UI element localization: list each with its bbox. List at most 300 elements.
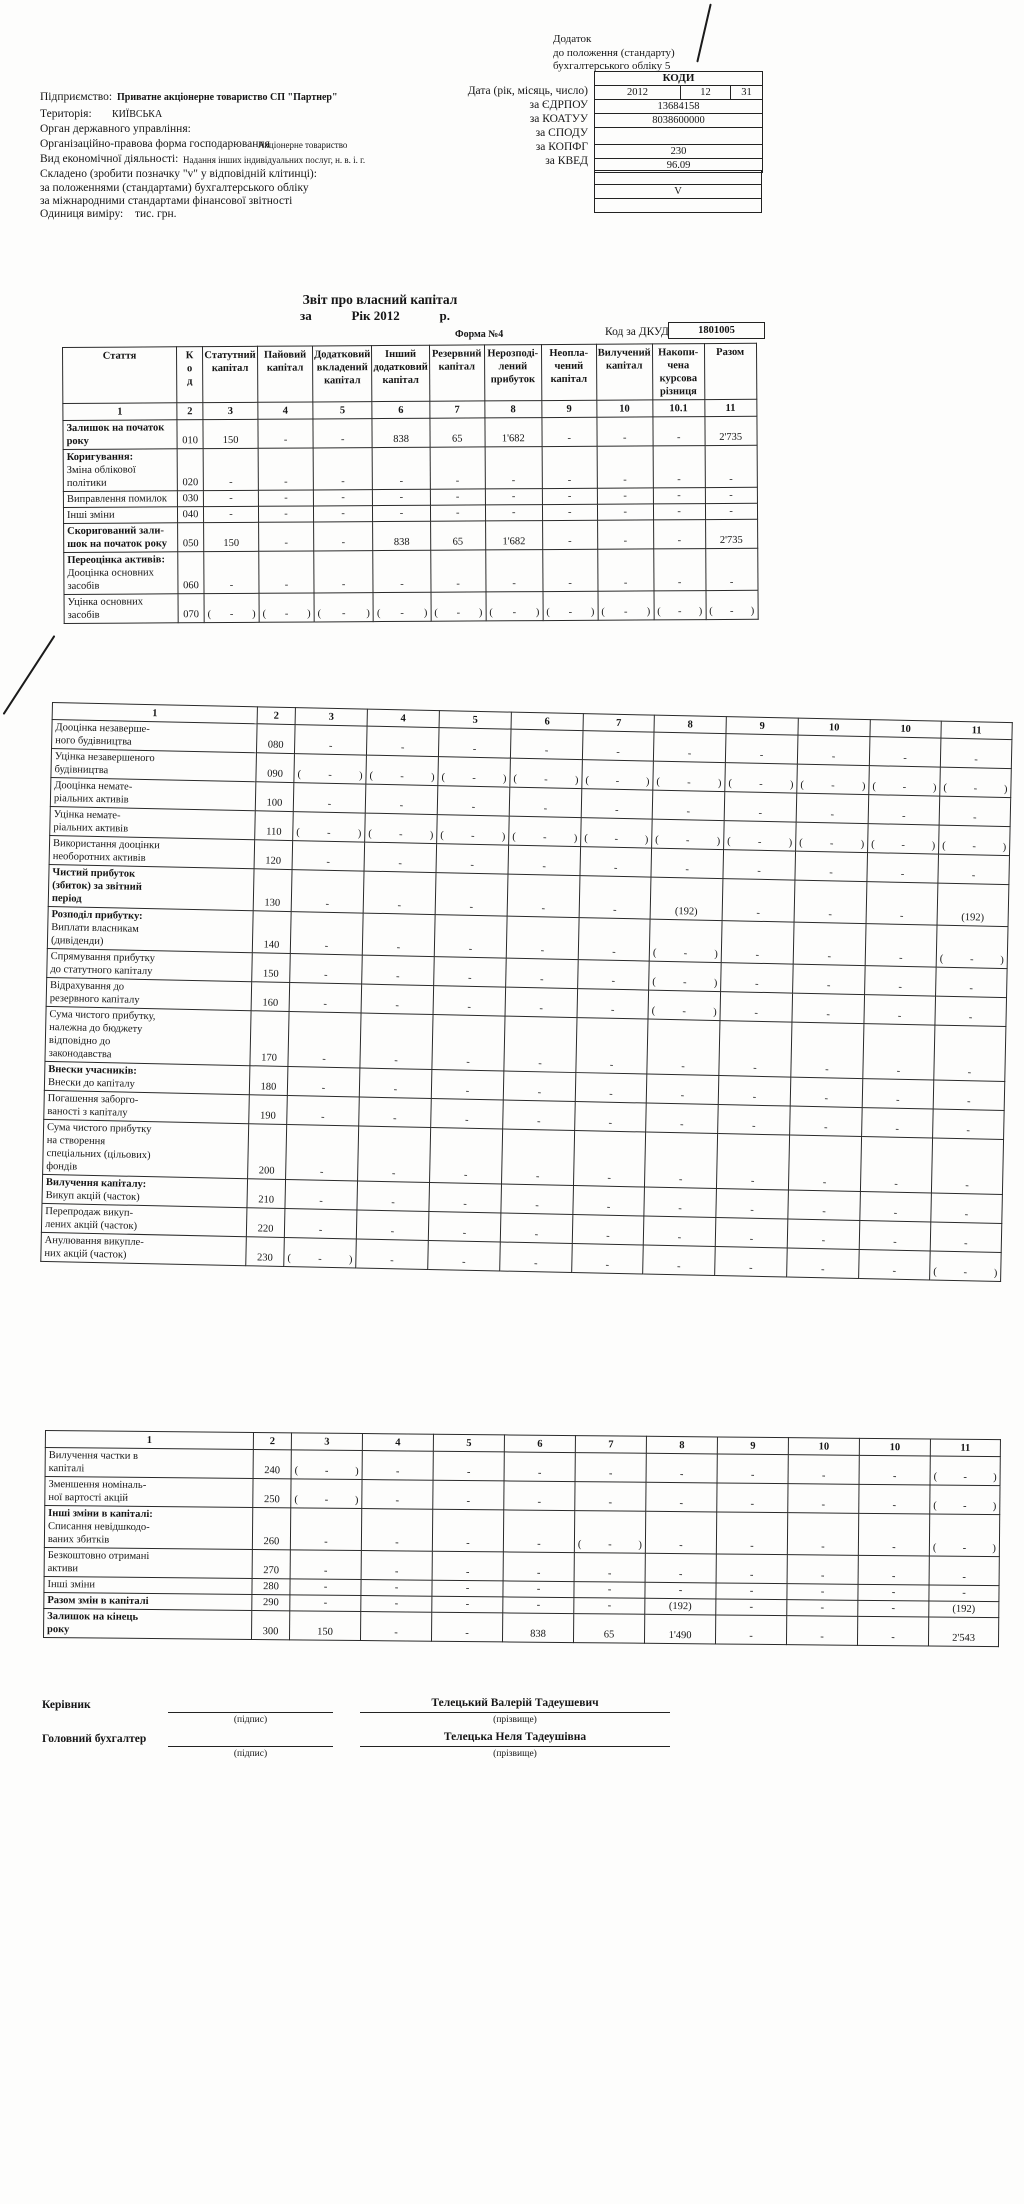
- kopfg-label: за КОПФГ: [535, 141, 588, 153]
- value-cell: ( - ): [486, 592, 543, 621]
- value-cell: -: [796, 793, 869, 824]
- value-cell: -: [576, 1018, 648, 1074]
- financial-table: [40, 702, 1013, 1282]
- value-cell: -: [287, 1067, 360, 1098]
- value-cell: -: [938, 854, 1010, 884]
- value-cell: -: [864, 995, 936, 1025]
- value-cell: -: [575, 1073, 647, 1103]
- head-role-label: Керівник: [42, 1699, 91, 1711]
- value-cell: 1'682: [485, 521, 542, 550]
- value-cell: -: [430, 447, 485, 489]
- code-cell: 030: [177, 491, 203, 507]
- value-cell: -: [939, 796, 1011, 826]
- article-cell: Вилучення капіталу: Викуп акцій (часток): [42, 1174, 248, 1207]
- code-date-day: 31: [731, 86, 763, 100]
- value-cell: ( - ): [724, 821, 797, 852]
- value-cell: -: [787, 1555, 858, 1585]
- code-cell: 300: [251, 1610, 289, 1639]
- value-cell: 65: [430, 521, 485, 550]
- head-sign-caption: (підпис): [233, 1715, 268, 1725]
- value-cell: ( - ): [929, 1514, 999, 1557]
- value-cell: -: [646, 1453, 717, 1483]
- accountant-name: Телецька Неля Тадеушівна: [443, 1731, 587, 1743]
- value-cell: -: [792, 993, 865, 1024]
- value-cell: -: [503, 1552, 574, 1582]
- value-cell: -: [434, 915, 507, 958]
- value-cell: -: [597, 549, 653, 591]
- code-cell: 080: [256, 724, 295, 754]
- value-cell: ( - ): [543, 591, 598, 620]
- code-cell: 220: [246, 1208, 285, 1238]
- code-date-year: 2012: [595, 86, 681, 100]
- value-cell: -: [364, 842, 437, 873]
- code-cell: 150: [252, 953, 291, 983]
- value-cell: -: [653, 520, 705, 549]
- value-cell: -: [503, 1581, 574, 1598]
- value-cell: 150: [203, 419, 258, 448]
- value-cell: ( - ): [314, 593, 373, 622]
- value-cell: -: [293, 783, 366, 814]
- column-number: 10: [798, 718, 870, 737]
- value-cell: 838: [372, 418, 430, 447]
- value-cell: -: [506, 958, 579, 989]
- value-cell: ( - ): [291, 1479, 362, 1509]
- value-cell: -: [314, 522, 373, 551]
- value-cell: ( - ): [797, 764, 870, 795]
- value-cell: ( - ): [648, 990, 721, 1021]
- value-cell: -: [653, 504, 705, 520]
- value-cell: -: [362, 913, 435, 956]
- article-cell: Безкоштовно отримані активи: [44, 1547, 252, 1578]
- value-cell: ( - ): [649, 919, 722, 962]
- value-cell: -: [859, 1250, 931, 1280]
- value-cell: -: [575, 1102, 647, 1132]
- appendix-line-2: до положення (стандарту): [553, 46, 675, 59]
- value-cell: -: [716, 1583, 787, 1600]
- value-cell: -: [359, 1068, 432, 1099]
- code-cell: 070: [178, 594, 204, 623]
- value-cell: -: [506, 916, 579, 959]
- article-cell: Інші зміни: [44, 1576, 252, 1594]
- column-number: 11: [941, 721, 1012, 739]
- code-koatuu: 8038600000: [595, 114, 763, 128]
- value-cell: -: [285, 1179, 358, 1210]
- value-cell: -: [787, 1600, 858, 1617]
- column-number: 10: [597, 400, 653, 417]
- value-cell: -: [719, 1021, 792, 1077]
- value-cell: -: [433, 1451, 504, 1481]
- value-cell: -: [721, 921, 794, 964]
- value-cell: -: [929, 1585, 999, 1602]
- value-cell: -: [934, 1025, 1006, 1081]
- code-cell: 230: [246, 1237, 285, 1267]
- value-cell: -: [363, 871, 436, 914]
- value-cell: ( - ): [936, 925, 1008, 968]
- value-cell: -: [652, 790, 725, 821]
- value-cell: ( - ): [649, 961, 722, 992]
- value-cell: -: [790, 1077, 863, 1108]
- value-cell: -: [290, 954, 363, 985]
- code-edrpou: 13684158: [595, 100, 763, 114]
- code-cell: 060: [178, 552, 204, 594]
- value-cell: -: [508, 845, 581, 876]
- value-cell: -: [313, 419, 372, 448]
- value-cell: -: [574, 1598, 645, 1615]
- value-cell: -: [314, 551, 374, 593]
- value-cell: -: [646, 1103, 719, 1134]
- value-cell: ( - ): [930, 1251, 1002, 1281]
- column-number: 3: [295, 708, 367, 727]
- value-cell: -: [432, 1580, 503, 1597]
- value-cell: -: [572, 1215, 644, 1245]
- value-cell: -: [372, 447, 430, 489]
- value-cell: ( - ): [259, 593, 314, 622]
- column-header: Вилучений капітал: [596, 344, 652, 400]
- code-cell: 170: [250, 1011, 289, 1067]
- article-cell: Сума чистого прибутку, належна до бюджету відповідно до законодавства: [45, 1006, 251, 1065]
- value-cell: (192): [645, 1598, 716, 1615]
- value-cell: -: [935, 996, 1007, 1026]
- value-cell: -: [645, 1553, 716, 1583]
- value-cell: ( - ): [510, 758, 583, 789]
- article-cell: Використання дооцінки необоротних активів: [49, 835, 255, 868]
- column-number: 1: [52, 703, 257, 724]
- value-cell: -: [857, 1616, 928, 1646]
- value-cell: -: [361, 1580, 432, 1597]
- article-cell: Дооцінка незаверше- ного будівництва: [52, 720, 258, 753]
- value-cell: -: [500, 1213, 573, 1244]
- column-number: 9: [542, 400, 597, 417]
- article-cell: Уцінка основних засобів: [64, 594, 178, 624]
- column-header: Разом: [704, 343, 756, 399]
- value-cell: -: [542, 504, 597, 520]
- code-cell: 200: [248, 1124, 287, 1180]
- value-cell: -: [793, 922, 866, 965]
- value-cell: -: [716, 1554, 787, 1584]
- value-cell: 1'490: [644, 1614, 715, 1644]
- ifrs-mark-cell: [595, 199, 762, 213]
- value-cell: -: [362, 1451, 433, 1481]
- value-cell: ( - ): [366, 755, 439, 786]
- report-period: [300, 308, 450, 324]
- article-cell: Разом змін в капіталі: [44, 1592, 252, 1610]
- column-number: 8: [646, 1436, 717, 1454]
- value-cell: -: [485, 505, 542, 521]
- value-cell: -: [786, 1616, 857, 1646]
- psbo-mark-cell: V: [595, 185, 762, 199]
- value-cell: -: [290, 1595, 361, 1612]
- value-cell: -: [204, 551, 259, 593]
- date-row-label: Дата (рік, місяць, число): [467, 85, 588, 97]
- value-cell: -: [580, 847, 652, 877]
- value-cell: -: [429, 1183, 502, 1214]
- value-cell: -: [356, 1239, 429, 1270]
- value-cell: -: [436, 844, 509, 875]
- value-cell: ( - ): [204, 593, 259, 622]
- value-cell: -: [284, 1208, 357, 1239]
- value-cell: -: [503, 1597, 574, 1614]
- value-cell: -: [863, 1024, 935, 1080]
- value-cell: -: [573, 1186, 645, 1216]
- article-cell: Інші зміни в капіталі: Списання невідшкодо- ваних збитків: [44, 1506, 252, 1550]
- value-cell: -: [866, 882, 938, 925]
- unit-value: тис. грн.: [135, 208, 177, 220]
- value-cell: ( - ): [581, 818, 653, 848]
- psbo-label: за положеннями (стандартами) бухгалтерського обліку: [40, 182, 309, 194]
- value-cell: -: [705, 487, 757, 503]
- value-cell: -: [865, 966, 937, 996]
- value-cell: ( - ): [373, 592, 431, 621]
- head-name-line: [360, 1712, 670, 1713]
- article-cell: Уцінка немате- ріальних активів: [50, 806, 256, 839]
- value-cell: -: [510, 729, 583, 760]
- value-cell: -: [358, 1126, 431, 1182]
- mark-empty-cell: [595, 171, 762, 185]
- value-cell: ( - ): [930, 1485, 1000, 1515]
- column-number: 2: [177, 403, 203, 420]
- code-cell: 210: [247, 1179, 286, 1209]
- column-header: Додатковий вкладений капітал: [312, 346, 372, 402]
- article-cell: Виправлення помилок: [63, 491, 177, 508]
- pen-mark-left-margin: [3, 635, 56, 715]
- value-cell: -: [715, 1615, 786, 1645]
- value-cell: ( - ): [574, 1511, 645, 1554]
- table-row: [63, 416, 757, 449]
- value-cell: ( - ): [293, 812, 366, 843]
- value-cell: -: [717, 1454, 788, 1484]
- column-header: Неопла- чений капітал: [541, 344, 596, 400]
- form-number: Форма №4: [455, 329, 504, 340]
- column-number: 1: [63, 403, 177, 421]
- value-cell: -: [438, 728, 511, 759]
- column-number: 11: [930, 1439, 1000, 1457]
- code-cell: 240: [253, 1450, 291, 1479]
- value-cell: -: [435, 873, 508, 916]
- column-number: 7: [575, 1436, 646, 1454]
- value-cell: -: [716, 1189, 789, 1220]
- code-cell: 020: [177, 449, 203, 491]
- code-kopfg: 230: [595, 145, 763, 159]
- value-cell: -: [787, 1248, 860, 1279]
- report-title: Звіт про власний капітал: [302, 292, 458, 307]
- value-cell: -: [644, 1132, 717, 1188]
- code-cell: 090: [256, 753, 295, 783]
- value-cell: -: [653, 732, 726, 763]
- article-cell: Перепродаж викуп- лених акцій (часток): [41, 1203, 247, 1236]
- value-cell: ( - ): [438, 757, 511, 788]
- value-cell: -: [868, 795, 940, 825]
- value-cell: -: [362, 1480, 433, 1510]
- value-cell: ( - ): [582, 760, 654, 790]
- edrpou-label: за ЄДРПОУ: [529, 99, 588, 111]
- value-cell: ( - ): [431, 592, 486, 621]
- code-cell: 010: [177, 420, 203, 449]
- value-cell: ( - ): [598, 591, 654, 620]
- value-cell: -: [936, 967, 1008, 997]
- value-cell: -: [574, 1553, 645, 1583]
- value-cell: 150: [204, 522, 259, 551]
- value-cell: -: [203, 448, 258, 490]
- value-cell: -: [542, 520, 597, 549]
- table-row: [64, 548, 758, 594]
- column-number: 4: [258, 402, 313, 419]
- value-cell: -: [933, 1109, 1005, 1139]
- column-number: 2: [257, 707, 295, 725]
- code-spodu: [595, 128, 763, 145]
- value-cell: -: [787, 1513, 858, 1556]
- value-cell: -: [428, 1240, 501, 1271]
- value-cell: -: [862, 1108, 934, 1138]
- accountant-name-line: [360, 1746, 670, 1747]
- value-cell: -: [430, 1128, 503, 1184]
- value-cell: -: [597, 488, 653, 504]
- value-cell: -: [572, 1244, 644, 1274]
- value-cell: -: [292, 841, 365, 872]
- head-name: Телецький Валерій Тадеушевич: [431, 1697, 599, 1709]
- value-cell: -: [356, 1210, 429, 1241]
- column-number: 8: [485, 401, 542, 418]
- accountant-role-label: Головний бухгалтер: [42, 1733, 147, 1745]
- value-cell: -: [433, 986, 506, 1017]
- value-cell: -: [504, 1016, 577, 1072]
- value-cell: -: [869, 737, 941, 767]
- table-row: [63, 445, 757, 491]
- code-cell: 290: [252, 1594, 290, 1610]
- value-cell: -: [575, 1482, 646, 1512]
- equity-table-part3: [43, 1430, 1001, 1647]
- value-cell: -: [721, 963, 794, 994]
- value-cell: -: [646, 1482, 717, 1512]
- value-cell: -: [651, 848, 724, 879]
- value-cell: ( - ): [294, 754, 367, 785]
- codes-box: [594, 71, 763, 173]
- value-cell: -: [258, 419, 313, 448]
- value-cell: -: [715, 1218, 788, 1249]
- period-post: р.: [439, 308, 450, 323]
- value-cell: -: [862, 1079, 934, 1109]
- value-cell: -: [793, 964, 866, 995]
- value-cell: ( - ): [706, 590, 758, 619]
- appendix-line-3: бухгалтерського обліку 5: [553, 60, 671, 72]
- value-cell: -: [860, 1192, 932, 1222]
- value-cell: -: [289, 983, 362, 1014]
- value-cell: -: [578, 960, 650, 990]
- code-cell: 190: [249, 1095, 288, 1125]
- column-number: 1: [45, 1431, 253, 1450]
- kved-label: за КВЕД: [545, 155, 588, 167]
- value-cell: -: [575, 1453, 646, 1483]
- code-date-month: 12: [681, 86, 731, 100]
- value-cell: -: [500, 1242, 573, 1273]
- territory-label: Територія:: [40, 108, 92, 120]
- code-cell: 120: [254, 840, 293, 870]
- article-cell: Дооцінка немате- ріальних активів: [50, 777, 256, 810]
- value-cell: -: [290, 1579, 361, 1596]
- value-cell: -: [291, 870, 364, 913]
- value-cell: -: [430, 505, 485, 521]
- value-cell: -: [791, 1022, 864, 1078]
- value-cell: 2'543: [928, 1617, 998, 1647]
- value-cell: -: [858, 1600, 929, 1617]
- value-cell: -: [716, 1134, 789, 1190]
- value-cell: -: [502, 1129, 575, 1185]
- equity-table-part2: [40, 702, 1013, 1282]
- column-header: Пайовий капітал: [257, 346, 312, 402]
- financial-table: [43, 1430, 1001, 1647]
- column-number: 10: [870, 720, 941, 738]
- value-cell: -: [931, 1138, 1003, 1194]
- value-cell: -: [288, 1012, 361, 1068]
- value-cell: -: [504, 1481, 575, 1511]
- value-cell: -: [644, 1187, 717, 1218]
- value-cell: -: [788, 1484, 859, 1514]
- value-cell: -: [940, 738, 1012, 768]
- article-cell: Анулювання викупле- них акцій (часток): [41, 1232, 247, 1265]
- value-cell: -: [865, 924, 937, 967]
- column-number: 7: [430, 401, 485, 418]
- code-cell: 250: [253, 1478, 291, 1507]
- unit-label: Одиниця виміру:: [40, 208, 124, 220]
- value-cell: -: [542, 417, 597, 446]
- enterprise-label: Підприємство:: [40, 91, 113, 103]
- value-cell: -: [433, 1480, 504, 1510]
- column-number: 3: [203, 402, 258, 419]
- value-cell: ( - ): [939, 825, 1011, 855]
- value-cell: -: [428, 1212, 501, 1243]
- value-cell: -: [431, 1099, 504, 1130]
- value-cell: ( - ): [652, 819, 725, 850]
- column-number: 6: [504, 1435, 575, 1453]
- article-cell: Відрахування до резервного капіталу: [46, 977, 252, 1010]
- value-cell: -: [573, 1131, 645, 1187]
- value-cell: -: [286, 1125, 359, 1181]
- check-marks-box: [594, 170, 762, 213]
- value-cell: (192): [929, 1601, 999, 1618]
- value-cell: -: [259, 522, 314, 551]
- value-cell: -: [509, 787, 582, 818]
- value-cell: 838: [373, 521, 431, 550]
- code-cell: 110: [255, 811, 294, 841]
- value-cell: -: [203, 506, 258, 522]
- appendix-line-1: Додаток: [553, 33, 592, 45]
- article-cell: Уцінка незавершеного будівництва: [51, 749, 257, 782]
- koatuu-label: за КОАТУУ: [529, 113, 588, 125]
- value-cell: -: [578, 918, 650, 961]
- value-cell: 65: [573, 1614, 644, 1644]
- accountant-signature-line: [168, 1746, 333, 1747]
- value-cell: -: [860, 1137, 932, 1193]
- value-cell: -: [794, 880, 867, 923]
- period-value: Рік 2012: [351, 308, 400, 323]
- article-cell: Чистий прибуток (збиток) за звітний період: [48, 864, 254, 910]
- value-cell: -: [360, 1013, 433, 1069]
- value-cell: -: [432, 1509, 503, 1552]
- value-cell: -: [361, 1596, 432, 1613]
- value-cell: -: [290, 1550, 361, 1580]
- value-cell: -: [434, 957, 507, 988]
- value-cell: -: [645, 1511, 716, 1554]
- territory-value: КИЇВСЬКА: [112, 109, 163, 120]
- code-cell: 040: [177, 507, 203, 523]
- value-cell: -: [313, 490, 372, 506]
- column-header: Резервний капітал: [429, 345, 484, 401]
- ifrs-label: за міжнародними стандартами фінансової звітності: [40, 195, 293, 207]
- value-cell: -: [503, 1071, 576, 1102]
- value-cell: ( - ): [869, 766, 941, 796]
- value-cell: -: [361, 1551, 432, 1581]
- value-cell: -: [787, 1584, 858, 1601]
- value-cell: ( - ): [437, 815, 510, 846]
